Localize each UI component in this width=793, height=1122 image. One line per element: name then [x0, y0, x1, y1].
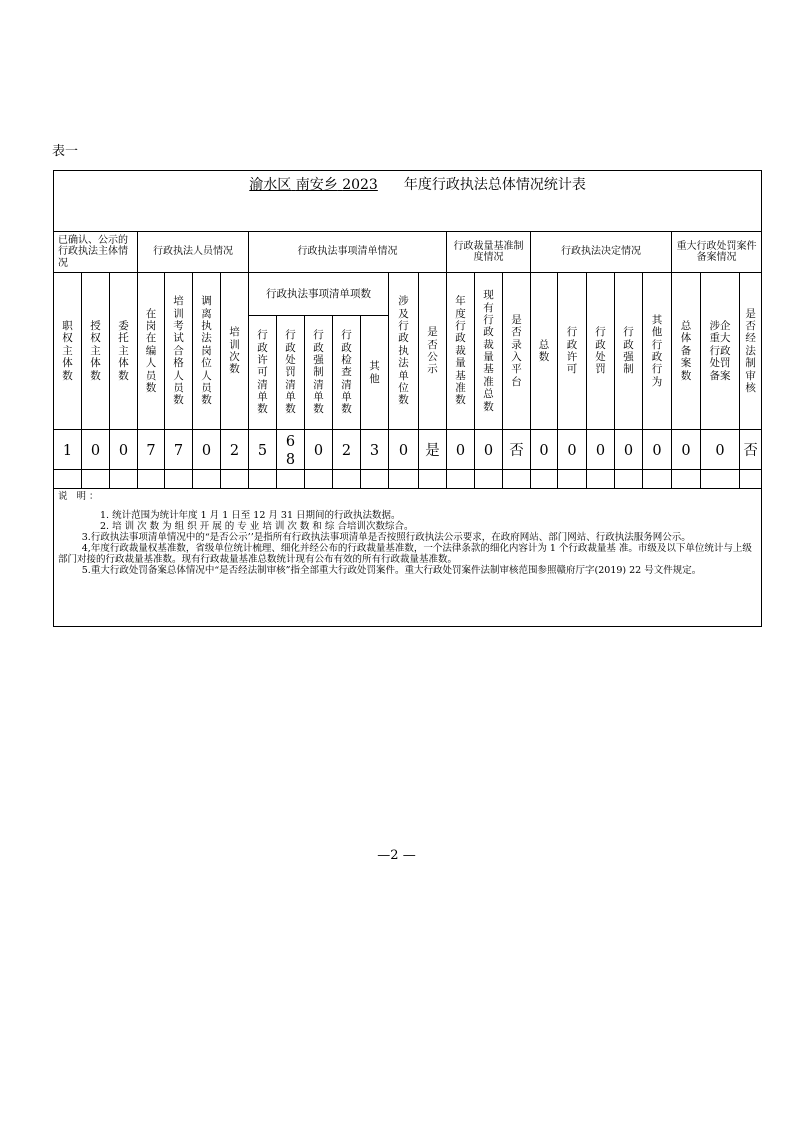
data-cell: 0: [475, 430, 503, 470]
data-cell: 0: [643, 430, 672, 470]
data-cell: 0: [531, 430, 558, 470]
note-item: 4,年度行政裁量权基准数，省级单位统计梳理、细化并经公布的行政裁量基准数，一个法律条款的细化内容计为 1 个行政裁量基 准。市级及以下单位统计与上级部门对接的行政裁量基准数。现有行政裁量基准总数统计现有公布有效的所有行政裁量基准数。: [58, 542, 752, 565]
title-suffix: 年度行政执法总体情况统计表: [403, 177, 586, 193]
data-cell: 3: [361, 430, 389, 470]
data-cell: 0: [672, 430, 701, 470]
data-cell: 2: [221, 430, 249, 470]
col-header: 在岗在编人员数: [138, 273, 165, 430]
col-header: 总数: [531, 273, 558, 430]
col-header: 是否经法制审核: [740, 273, 762, 430]
col-header: 调离执法岗位人员数: [193, 273, 221, 430]
data-cell: 0: [389, 430, 419, 470]
matters-sub-header: 行政执法事项清单项数: [249, 273, 389, 316]
col-header: 行政强制: [615, 273, 643, 430]
data-cell: 1: [54, 430, 82, 470]
data-cell: 0: [110, 430, 138, 470]
data-cell: 5: [249, 430, 277, 470]
data-cell: 0: [615, 430, 643, 470]
note-item: 2. 培 训 次 数 为 组 织 开 展 的 专 业 培 训 次 数 和 综 合培训次数综合。: [100, 521, 414, 533]
note-item: 3.行政执法事项清单情况中的“是否公示’’是指所有行政执法事项清单是否按照行政执法公示要求，在政府网站、部门网站、行政执法服务网公示。: [81, 532, 691, 544]
page-number: —2 —: [377, 848, 416, 863]
col-header: 培训次数: [221, 273, 249, 430]
data-cell: 0: [193, 430, 221, 470]
group-matters: 行政执法事项清单情况: [249, 232, 447, 273]
data-cell: 0: [305, 430, 333, 470]
data-cell: 是: [419, 430, 447, 470]
col-header: 行政检查清单数: [333, 316, 361, 430]
data-cell: 0: [558, 430, 587, 470]
col-header: 职权主体数: [54, 273, 82, 430]
col-header: 行政处罚清单数: [277, 316, 305, 430]
group-major-case: 重大行政处罚案件备案情况: [672, 232, 762, 273]
col-header: 培训考试合格人员数: [165, 273, 193, 430]
col-header: 涉及行政执法单位数: [389, 273, 419, 430]
notes-section: [54, 489, 762, 627]
group-personnel: 行政执法人员情况: [138, 232, 249, 273]
col-header: 其他行政行为: [643, 273, 672, 430]
data-cell: 否: [503, 430, 531, 470]
empty-row: [54, 470, 762, 489]
note-item: 5.重大行政处罚备案总体情况中“是否经法制审核”指全部重大行政处罚案件。重大行政处罚案件法制审核范围参照赣府厅字(2019) 22 号文件规定。: [81, 564, 702, 576]
col-header: 委托主体数: [110, 273, 138, 430]
col-header: 行政强制清单数: [305, 316, 333, 430]
data-cell: 2: [333, 430, 361, 470]
title-region-blank: 渝水区 南安乡 2023: [249, 177, 378, 193]
group-discretion: 行政裁量基准制度情况: [447, 232, 531, 273]
data-cell: 7: [165, 430, 193, 470]
col-header: 授权主体数: [82, 273, 110, 430]
data-cell: 否: [740, 430, 762, 470]
col-header: 是否录入平台: [503, 273, 531, 430]
col-header: 行政许可: [558, 273, 587, 430]
col-header: 年度行政裁量基准数: [447, 273, 475, 430]
data-row: [54, 430, 762, 470]
group-subject: 已确认、公示的行政执法主体情况: [54, 232, 138, 273]
data-cell: 0: [82, 430, 110, 470]
table-label: 表一: [52, 144, 79, 159]
table-title: [54, 171, 762, 232]
notes-heading: 说 明：: [58, 491, 102, 503]
data-cell: 7: [138, 430, 165, 470]
col-header: 其他: [361, 316, 389, 430]
data-cell: 0: [587, 430, 615, 470]
data-cell: 68: [277, 430, 305, 470]
data-cell: 0: [447, 430, 475, 470]
col-header: 涉企重大行政处罚备案: [701, 273, 740, 430]
col-header: 现有行政裁量基准总数: [475, 273, 503, 430]
group-decision: 行政执法决定情况: [531, 232, 672, 273]
data-cell: 0: [701, 430, 740, 470]
note-item: 1. 统计范围为统计年度 1 月 1 日至 12 月 31 日期间的行政执法数据。: [100, 510, 401, 522]
col-header: 是否公示: [419, 273, 447, 430]
col-header: 行政处罚: [587, 273, 615, 430]
statistics-table: [53, 170, 762, 627]
col-header: 总体备案数: [672, 273, 701, 430]
col-header: 行政许可清单数: [249, 316, 277, 430]
